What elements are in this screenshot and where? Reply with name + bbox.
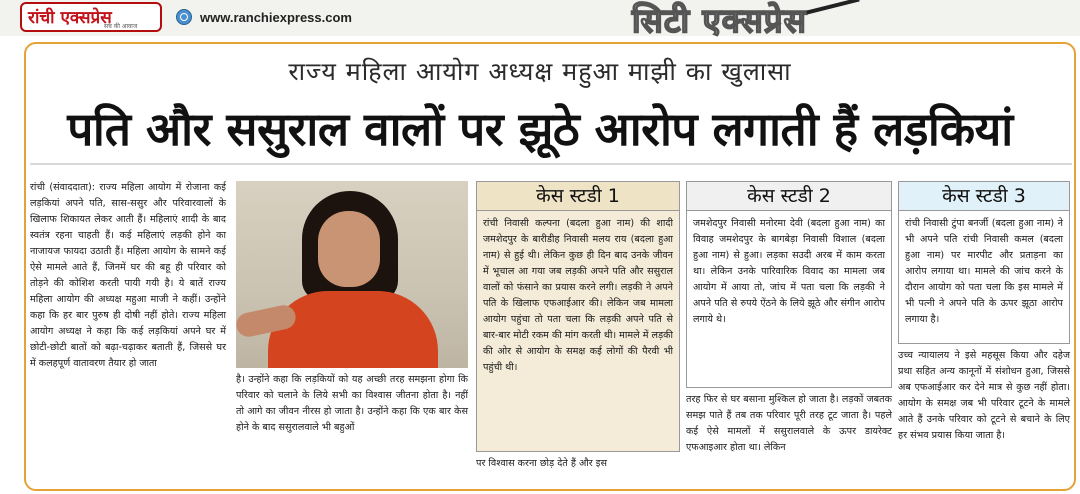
divider <box>30 163 1072 165</box>
newspaper-brand: रांची एक्सप्रेस <box>28 8 112 28</box>
case-study-2-title: केस स्टडी 2 <box>687 182 891 211</box>
case-study-2-text: जमशेदपुर निवासी मनोरमा देवी (बदला हुआ नाम) का विवाह जमशेदपुर के बागबेड़ा निवासी विशाल (बदला हुआ नाम) से हुआ। लड़का सउदी अरब में काम करता था। लेकिन उनके पारिवारिक विवाद का मामला जब आयोग में आया तो, जांच में पता चला कि लड़की ने अपने पति से रुपये ऐंठने के लिये झूठे और संगीन आरोप लगाये थे। <box>693 218 885 325</box>
article-column-5: उच्च न्यायालय ने इसे महसूस किया और दहेज प्रथा सहित अन्य कानूनों में संशोधन हुआ, जिससे अब एफआईआर कर देने मात्र से कुछ नहीं होता। आयोग के समक्ष जब भी परिवार टूटने के मामले आते हैं उनके परिवार को टूटने से बचाने के लिए हर संभव प्रयास किया जाता है। <box>898 350 1070 441</box>
newspaper-tagline: सच की आवाज <box>104 23 138 30</box>
article-photo <box>236 181 468 368</box>
article-headline: पति और ससुराल वालों पर झूठे आरोप लगाती हैं लड़कियां <box>67 102 1013 156</box>
article-column-4: तरह फिर से घर बसाना मुश्किल हो जाता है। लड़कों जबतक समझ पाते हैं तब तक परिवार पूरी तरह टूट जाता है। पहले कई ऐसे मामलों में ससुरालवाले के ऊपर डायरेक्ट एफआइआर होता था। लेकिन <box>686 394 892 453</box>
article-column-1: रांची (संवाददाता): राज्य महिला आयोग में रोजाना कई लड़कियां अपने पति, सास-ससुर और परिवारवालों के खिलाफ शिकायत लेकर आती हैं। महिलाएं शादी के बाद स्वतंत्र रहना चाहती हैं। कई महिलाएं लड़की होने का नाजायज फायदा उठाती हैं। महिला आयोग के सामने कई ऐसे मामले आते हैं, जिनमें घर की बहू ही परिवार को तोड़ने की कोशिश करती पायी गयी है। ये बातें राज्य महिला आयोग की अध्यक्ष महुआ माजी ने कहीं। उन्होंने कहा कि हर बार पुरुष ही दोषी नहीं होते। राज्य महिला आयोग अध्यक्ष ने कहा कि कई लड़कियां अपने घर में छोटी-छोटी बातों को बढ़ा-चढ़ाकर बताती हैं, जिससे घर में कलहपूर्ण वातावरण तैयार हो जाता <box>30 182 226 369</box>
article-column-3: पर विश्वास करना छोड़ देते हैं और इस <box>476 458 607 469</box>
article-kicker: राज्य महिला आयोग अध्यक्ष महुआ माझी का खुलासा <box>288 57 792 86</box>
pen-icon <box>806 0 859 14</box>
case-study-3-box <box>898 181 1070 344</box>
case-study-2-box <box>686 181 892 388</box>
case-study-1-text: रांची निवासी कल्पना (बदला हुआ नाम) की शादी जमशेदपुर के बारीडीह निवासी मलय राय (बदला हुआ नाम) से हुई थी। लेकिन कुछ ही दिन बाद उनके जीवन में भूचाल आ गया जब लड़की अपने पति और ससुराल वालों को फंसाने का प्रयास करने लगी। लड़की ने अपने पति के खिलाफ एफआईआर की। लेकिन जब मामला आयोग पहुंचा तो पता चला कि लड़की अपने पति से बार-बार मोटी रकम की मांग करती थी। मामले में लड़की की ओर से आयोग के समक्ष कई लोगों की पैरवी भी पहुंची थी। <box>483 218 673 373</box>
newspaper-logo <box>20 2 162 32</box>
section-title: सिटी एक्सप्रेस <box>632 1 807 40</box>
globe-icon <box>176 9 192 25</box>
case-study-3-text: रांची निवासी टुंपा बनर्जी (बदला हुआ नाम) ने भी अपने पति रांची निवासी कमल (बदला हुआ नाम) पर मारपीट और प्रताड़ना का आरोप लगाया था। मामले की जांच करने के दौरान आयोग को पता चला कि इस मामले में भी पत्नी ने अपने पति के ऊपर झूठा आरोप लगाया है। <box>905 218 1063 325</box>
website-url[interactable]: www.ranchiexpress.com <box>200 10 352 25</box>
article-column-2: है। उन्होंने कहा कि लड़कियों को यह अच्छी तरह समझना होगा कि परिवार को चलाने के लिये सभी का विश्वास जीतना होता है। नहीं तो आगे का जीवन नीरस हो जाता है। उन्होंने कहा कि एक बार केस होने के बाद ससुरालवाले भी बहुओं <box>236 374 468 433</box>
case-study-1-title: केस स्टडी 1 <box>477 182 679 211</box>
masthead-bar <box>0 0 1080 40</box>
case-study-3-title: केस स्टडी 3 <box>899 182 1069 211</box>
case-study-1-box <box>476 181 680 452</box>
